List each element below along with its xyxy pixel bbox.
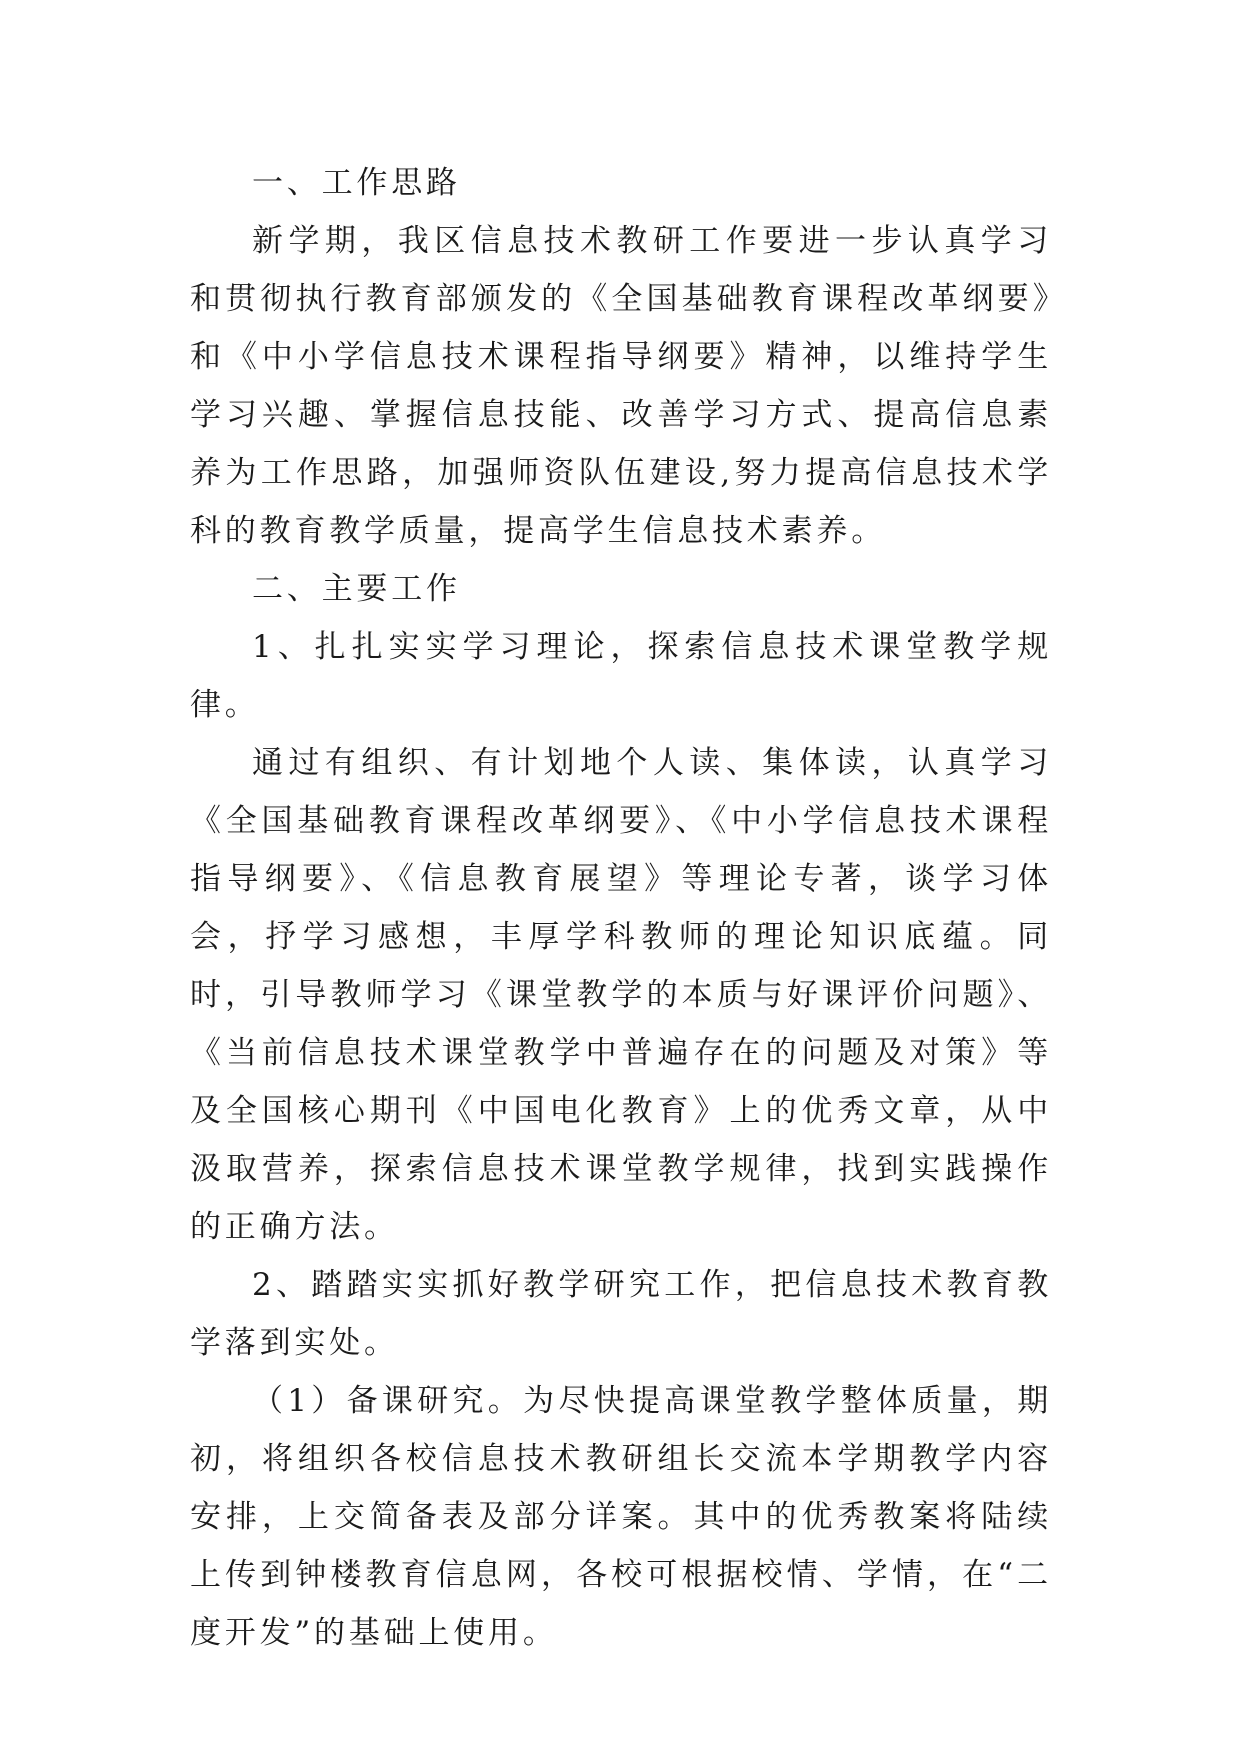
paragraph-theory-study: 通过有组织、有计划地个人读、集体读，认真学习《全国基础教育课程改革纲要》、《中小学信息技术课程指导纲要》、《信息教育展望》等理论专著，谈学习体会，抒学习感想，丰厚学科教师的理论知识底蕴。同时，引导教师学习《课堂教学的本质与好课评价问题》、《当前信息技术课堂教学中普遍存在的问题及对策》等及全国核心期刊《中国电化教育》上的优秀文章，从中汲取营养，探索信息技术课堂教学规律，找到实践操作的正确方法。	[190, 745, 1052, 1245]
item-heading-theory-study: 1、扎扎实实学习理论，探索信息技术课堂教学规律。	[190, 629, 1052, 723]
section-heading-work-approach: 一、工作思路	[252, 165, 461, 201]
paragraph-work-approach: 新学期，我区信息技术教研工作要进一步认真学习和贯彻执行教育部颁发的《全国基础教育课程改革纲要》和《中小学信息技术课程指导纲要》精神，以维持学生学习兴趣、掌握信息技能、改善学习方式、提高信息素养为工作思路，加强师资队伍建设,努力提高信息技术学科的教育教学质量，提高学生信息技术素养。	[190, 223, 1052, 549]
item-heading-teaching-research: 2、踏踏实实抓好教学研究工作，把信息技术教育教学落到实处。	[190, 1267, 1052, 1361]
section-heading-main-work: 二、主要工作	[252, 571, 461, 607]
document-body	[190, 154, 1052, 1662]
paragraph-lesson-preparation: （1）备课研究。为尽快提高课堂教学整体质量，期初，将组织各校信息技术教研组长交流本学期教学内容安排，上交简备表及部分详案。其中的优秀教案将陆续上传到钟楼教育信息网，各校可根据校情、学情，在“二度开发”的基础上使用。	[190, 1383, 1052, 1651]
